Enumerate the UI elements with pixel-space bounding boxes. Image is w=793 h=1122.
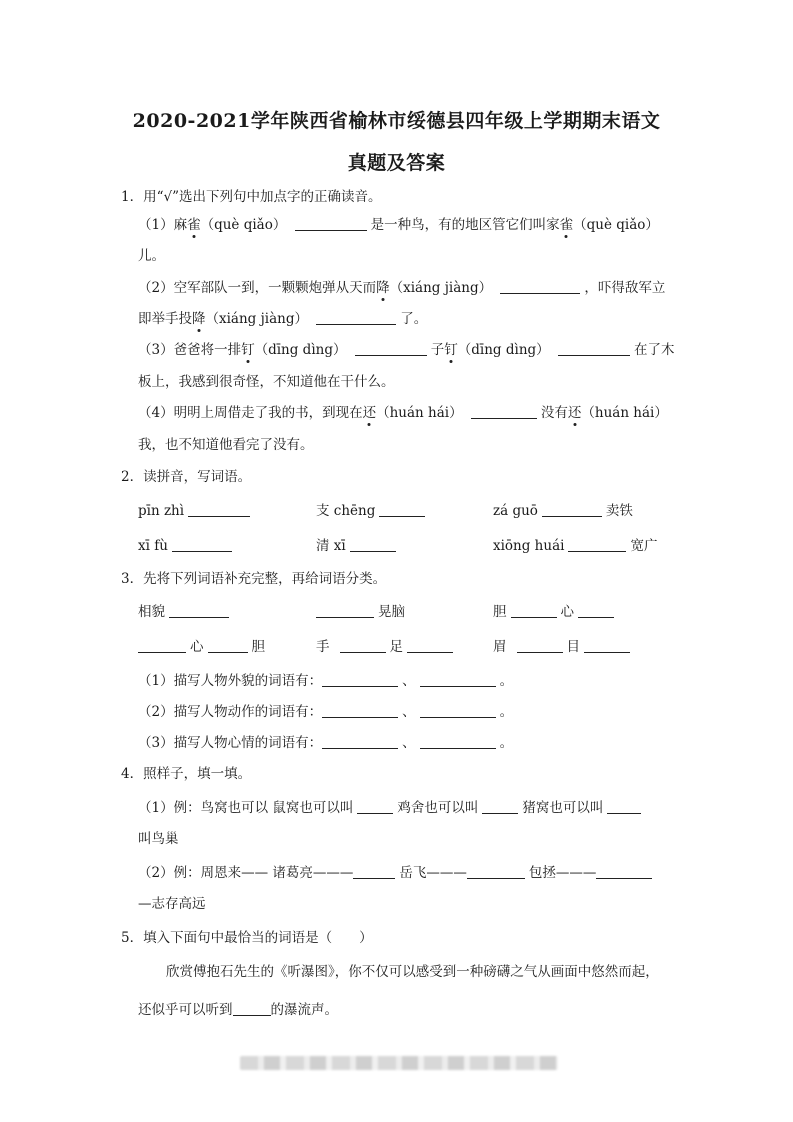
blurred-footer-watermark <box>240 1056 558 1070</box>
document-title-line-1: 2020-2021学年陕西省榆林市绥德县四年级上学期期末语文 <box>132 110 661 132</box>
answer-blank[interactable] <box>420 672 496 687</box>
q3-row1-item2 <box>316 603 405 621</box>
answer-blank[interactable] <box>316 603 374 618</box>
q3-row2-item3 <box>493 638 634 656</box>
q3-category-action <box>138 703 513 721</box>
q1-s2-text-d: 了。 <box>400 311 428 327</box>
q2-row1-item2 <box>316 502 429 520</box>
pinyin-prompt: 支 chēng <box>316 503 376 519</box>
answer-blank[interactable] <box>511 603 557 618</box>
q3-row1-item3 <box>493 603 618 621</box>
answer-blank[interactable] <box>420 734 496 749</box>
answer-blank[interactable] <box>355 341 427 356</box>
question-1-sentence-3 <box>138 341 674 359</box>
pinyin-prompt: 清 xī <box>316 538 346 554</box>
word-part: 心 <box>560 604 574 620</box>
answer-blank[interactable] <box>379 502 425 517</box>
q1-s2-dotted-char-c: 降 <box>192 311 206 327</box>
answer-blank[interactable] <box>584 638 630 653</box>
q1-s1-continuation: 儿。 <box>138 248 165 264</box>
answer-blank[interactable] <box>138 638 186 653</box>
answer-blank[interactable] <box>357 799 393 814</box>
answer-blank[interactable] <box>542 502 602 517</box>
q1-s3-pinyin-b: （dīng dìng） <box>457 342 550 358</box>
q2-row2-item2 <box>316 537 400 555</box>
answer-blank[interactable] <box>233 1001 271 1016</box>
q1-s1-pinyin-a: （què qiǎo） <box>200 217 287 233</box>
q1-s1-dotted-char-b: 雀 <box>559 217 574 233</box>
q1-s4-dotted-char-b: 还 <box>567 405 582 421</box>
q1-s3-dotted-char-b: 钉 <box>444 342 458 358</box>
question-1-sentence-4 <box>138 404 668 422</box>
q1-s1-dotted-char-a: 雀 <box>187 217 201 233</box>
q1-s3-dotted-char-a: 钉 <box>241 342 255 358</box>
answer-blank[interactable] <box>407 638 453 653</box>
q1-s2-text-c: 即举手投 <box>138 311 192 327</box>
answer-blank[interactable] <box>169 603 229 618</box>
word-part: 手 <box>316 639 330 655</box>
q1-s2-pinyin-a: （xiáng jiàng） <box>389 280 493 296</box>
separator: 、 <box>402 735 416 751</box>
q1-s4-continuation: 我，也不知道他看完了没有。 <box>138 437 314 453</box>
q1-s2-text-b: ，吓得敌军立 <box>584 280 666 296</box>
question-1-sentence-1 <box>138 216 659 234</box>
question-3-stem: 3．先将下列词语补充完整，再给词语分类。 <box>121 571 387 587</box>
document-title-line-2: 真题及答案 <box>347 152 446 174</box>
answer-blank[interactable] <box>607 799 641 814</box>
category-label: （3）描写人物心情的词语有： <box>138 735 323 751</box>
q3-category-mood <box>138 734 513 752</box>
answer-blank[interactable] <box>568 537 626 552</box>
word-part: 胆 <box>493 604 507 620</box>
q2-row1-item3 <box>493 502 633 520</box>
period: 。 <box>499 735 514 751</box>
word-part: 相貌 <box>138 604 165 620</box>
word-part: 心 <box>190 639 204 655</box>
answer-blank[interactable] <box>500 279 580 294</box>
answer-blank[interactable] <box>322 734 398 749</box>
q3-category-appearance <box>138 672 513 690</box>
q3-row2-item1 <box>138 638 265 656</box>
question-4-stem: 4．照样子，填一填。 <box>121 766 252 782</box>
answer-blank[interactable] <box>188 502 250 517</box>
q4-example-2 <box>138 864 656 882</box>
answer-blank[interactable] <box>322 703 398 718</box>
example-text: 鸡舍也可以叫 <box>397 800 479 816</box>
pinyin-prompt: zá guō <box>493 503 538 519</box>
example-text: 包拯——— <box>528 865 597 881</box>
q1-s1-text-b: 是一种鸟，有的地区管它们叫家 <box>370 217 560 233</box>
period: 。 <box>499 704 514 720</box>
separator: 、 <box>402 704 416 720</box>
pinyin-prompt: pīn zhì <box>138 503 185 519</box>
passage-text: 的瀑流声。 <box>270 1002 338 1018</box>
q2-row2-item1 <box>138 537 236 555</box>
separator: 、 <box>402 673 416 689</box>
q1-s4-text-b: 没有 <box>540 405 568 421</box>
q1-s3-text-a: （3）爸爸将一排 <box>138 342 242 358</box>
period: 。 <box>499 673 514 689</box>
answer-blank[interactable] <box>295 216 367 231</box>
q1-s3-text-c: 在了木 <box>633 342 675 358</box>
word-part: 晃脑 <box>378 604 405 620</box>
q3-row1-item1 <box>138 603 233 621</box>
question-5-stem: 5．填入下面句中最恰当的词语是（ ） <box>121 930 373 946</box>
q1-s4-dotted-char-a: 还 <box>362 405 377 421</box>
answer-blank[interactable] <box>316 310 396 325</box>
q1-s3-pinyin-a: （dīng dìng） <box>254 342 347 358</box>
word-part: 眉 <box>493 639 507 655</box>
q1-s4-pinyin-a: （huán hái） <box>376 405 463 421</box>
word-suffix: 宽广 <box>630 538 658 554</box>
q2-row1-item1 <box>138 502 254 520</box>
question-2-stem: 2．读拼音，写词语。 <box>121 469 252 485</box>
answer-blank[interactable] <box>208 638 248 653</box>
answer-blank[interactable] <box>420 703 496 718</box>
q1-s1-text-a: （1）麻 <box>138 217 188 233</box>
answer-blank[interactable] <box>353 864 395 879</box>
example-text: 猪窝也可以叫 <box>522 800 604 816</box>
q4-example-1 <box>138 799 645 817</box>
word-part: 足 <box>389 639 403 655</box>
answer-blank[interactable] <box>517 638 563 653</box>
example-text: （1）例：鸟窝也可以 鼠窝也可以叫 <box>138 800 354 816</box>
q1-s2-pinyin-c: （xiáng jiàng） <box>205 311 308 327</box>
answer-blank[interactable] <box>340 638 386 653</box>
pinyin-prompt: xiōng huái <box>493 538 565 554</box>
question-1-stem: 1．用“√”选出下列句中加点字的正确读音。 <box>121 189 382 205</box>
answer-blank[interactable] <box>471 404 537 419</box>
q1-s4-pinyin-b: （huán hái） <box>581 405 668 421</box>
answer-blank[interactable] <box>172 537 232 552</box>
word-part: 目 <box>566 639 580 655</box>
q5-passage-line-2 <box>138 1001 338 1019</box>
q1-s2-continuation <box>138 310 427 328</box>
category-label: （2）描写人物动作的词语有： <box>138 704 323 720</box>
q5-passage-line-1: 欣赏傅抱石先生的《听瀑图》，你不仅可以感受到一种磅礴之气从画面中悠然而起， <box>166 964 659 980</box>
answer-blank[interactable] <box>350 537 396 552</box>
answer-blank[interactable] <box>482 799 518 814</box>
example-text: （2）例：周恩来—— 诸葛亮——— <box>138 865 354 881</box>
passage-text: 还似乎可以听到 <box>138 1002 233 1018</box>
q3-row2-item2 <box>316 638 457 656</box>
word-part: 胆 <box>251 639 265 655</box>
q1-s2-dotted-char-a: 降 <box>376 280 390 296</box>
q4-example-1-continuation: 叫鸟巢 <box>138 831 179 847</box>
answer-blank[interactable] <box>596 864 652 879</box>
question-1-sentence-2 <box>138 279 665 297</box>
answer-blank[interactable] <box>322 672 398 687</box>
q1-s4-text-a: （4）明明上周借走了我的书，到现在 <box>138 405 363 421</box>
q2-row2-item3 <box>493 537 657 555</box>
pinyin-prompt: xī fù <box>138 538 168 554</box>
answer-blank[interactable] <box>578 603 614 618</box>
answer-blank[interactable] <box>558 341 630 356</box>
answer-blank[interactable] <box>467 864 525 879</box>
q1-s2-text-a: （2）空军部队一到，一颗颗炮弹从天而 <box>138 280 377 296</box>
q1-s3-text-b: 子 <box>430 342 445 358</box>
category-label: （1）描写人物外貌的词语有： <box>138 673 323 689</box>
q1-s3-continuation: 板上，我感到很奇怪，不知道他在干什么。 <box>138 374 395 390</box>
q4-example-2-continuation: —志存高远 <box>138 896 206 912</box>
q1-s1-pinyin-b: （què qiǎo） <box>573 217 659 233</box>
word-suffix: 卖铁 <box>605 503 633 519</box>
example-text: 岳飞——— <box>399 865 467 881</box>
